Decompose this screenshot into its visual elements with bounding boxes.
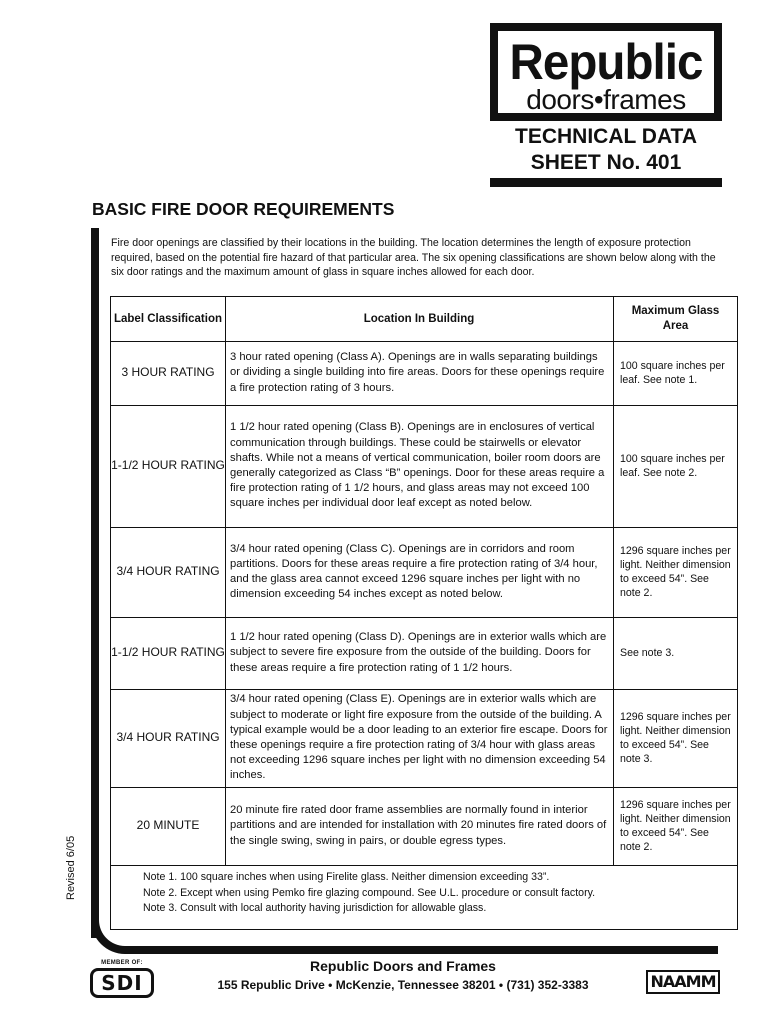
row-location: 1 1/2 hour rated opening (Class B). Openings are in enclosures of vertical communication through buildings. These could be stairwells or elevator shafts. While not a means of vertical communication, boiler room doors are generally categorized as Class “B” openings. Door for these areas require a fire protection rating of 1 1/2 hours, and glass areas may not exceed 100 square inches per individual door leaf except as noted below.: [225, 405, 614, 527]
sdi-member-logo: [90, 960, 154, 1002]
table-row: [111, 341, 737, 406]
row-location: 3/4 hour rated opening (Class C). Openings are in corridors and room partitions. Doors for these areas require a fire protection rating of 3/4 hour, and the glass area cannot exceed 1296 square inches per light with no dimension exceeding 54 inches except as noted below.: [225, 527, 614, 617]
technical-data-line2: SHEET No. 401: [530, 151, 682, 174]
row-glass: See note 3.: [620, 647, 675, 659]
intro-paragraph: Fire door openings are classified by their locations in the building. The location determines the length of exposure protection required, based on the potential fire hazard of that particular area. The six opening classifications are shown below along with the six door ratings and the maximum amount of glass in square inches allowed for each door.: [111, 237, 716, 278]
row-label: 3/4 HOUR RATING: [111, 689, 226, 787]
row-label: 3/4 HOUR RATING: [111, 527, 226, 617]
republic-logo: [490, 23, 722, 121]
row-location: 20 minute fire rated door frame assemblies are normally found in interior partitions and are intended for installation with 20 minutes fire rated doors of the single swing, swing in pairs, or double egress types.: [225, 787, 614, 865]
table-header-row: [111, 297, 737, 342]
sdi-logo: SDI: [90, 968, 154, 998]
table-row: [111, 405, 737, 528]
frame-bracket-horizontal: [126, 946, 718, 954]
company-name: Republic Doors and Frames: [310, 958, 496, 974]
heading-divider: [490, 178, 722, 187]
fire-door-table: [110, 296, 738, 930]
row-label: 1-1/2 HOUR RATING: [111, 617, 226, 689]
table-notes: [143, 870, 595, 917]
row-glass: 1296 square inches per light. Neither dimension to exceed 54”. See note 2.: [620, 545, 731, 599]
note-1: Note 1. 100 square inches when using Firelite glass. Neither dimension exceeding 33”.: [143, 871, 550, 883]
row-location: 3/4 hour rated opening (Class E). Openings are in exterior walls which are subject to moderate or light fire exposure from the outside of the building. A typical example would be a door leading to an exterior fire escape. Doors for these openings require a fire protection rating of 3/4 hour with glass areas not exceeding 1296 square inches per light with no dimension exceeding 54 inches.: [225, 689, 614, 787]
logo-wordmark: Republic: [509, 34, 703, 90]
table-row: [111, 617, 737, 690]
table-row: [111, 527, 737, 618]
technical-data-heading: [490, 124, 722, 176]
row-label: 1-1/2 HOUR RATING: [111, 405, 226, 527]
company-address: 155 Republic Drive • McKenzie, Tennessee 38201 • (731) 352-3383: [217, 978, 589, 992]
note-2: Note 2. Except when using Pemko fire glazing compound. See U.L. procedure or consult factory.: [143, 886, 596, 899]
table-row: [111, 787, 737, 866]
note-3: Note 3. Consult with local authority having jurisdiction for allowable glass.: [143, 902, 487, 914]
header-label-classification: Label Classification: [111, 297, 226, 341]
header-location: Location In Building: [225, 297, 614, 341]
technical-data-line1: TECHNICAL DATA: [515, 125, 697, 148]
row-glass: 100 square inches per leaf. See note 1.: [620, 360, 725, 386]
revision-label: Revised 6/05: [65, 835, 77, 900]
naamm-logo: NAAMM: [646, 970, 720, 994]
page-title: BASIC FIRE DOOR REQUIREMENTS: [92, 199, 395, 219]
row-label: 20 MINUTE: [111, 787, 226, 865]
row-location: 3 hour rated opening (Class A). Openings are in walls separating buildings or dividing a single building into fire areas. Doors for these openings require a fire protection rating of 3 hours.: [225, 341, 614, 405]
frame-bracket-vertical: [91, 228, 99, 938]
row-glass: 1296 square inches per light. Neither dimension to exceed 54”. See note 3.: [620, 711, 731, 765]
logo-subtitle: doors•frames: [526, 84, 686, 115]
header-glass-area: Maximum Glass Area: [631, 305, 720, 332]
member-of-label: MEMBER OF:: [101, 960, 143, 966]
row-label: 3 HOUR RATING: [111, 341, 226, 405]
row-glass: 100 square inches per leaf. See note 2.: [620, 453, 725, 479]
table-row: [111, 689, 737, 788]
row-location: 1 1/2 hour rated opening (Class D). Openings are in exterior walls which are subject to severe fire exposure from the outside of the building. Doors for these areas require a fire protection rating of 1 1/2 hours.: [225, 617, 614, 689]
row-glass: 1296 square inches per light. Neither dimension to exceed 54”. See note 2.: [620, 799, 731, 853]
